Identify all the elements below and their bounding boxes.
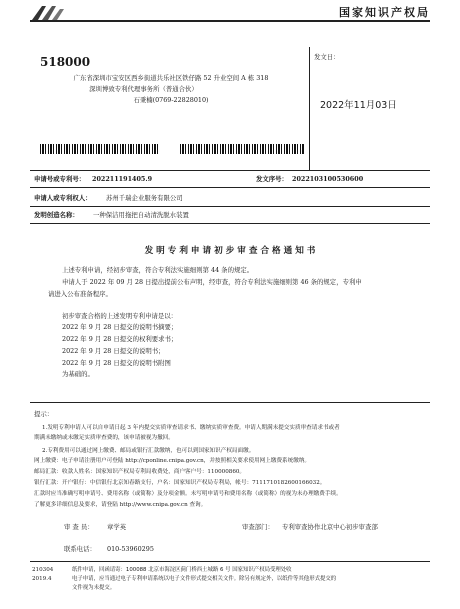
field-rule-3 xyxy=(30,206,430,207)
app-no-label: 申请号或专利号： xyxy=(34,175,86,183)
doc-no-value: 2022103100530600 xyxy=(292,175,364,183)
address-line-1: 广东省深圳市宝安区西乡街道共乐社区铁仔路 52 升业空间 A 栋 318 xyxy=(73,74,269,82)
applicant-value: 苏州千瑞企业服务有限公司 xyxy=(106,194,183,202)
tips-rule xyxy=(30,402,430,403)
title-value: 一种保洁用拖把自动清洗脱水装置 xyxy=(93,211,189,219)
field-rule-4 xyxy=(30,223,430,224)
tip-line: 汇款时应当准确写明申请号、费用名称（或简称）及分项金额。未写明申请号和费用名称（或简称）的视为未办理缴费手续。 xyxy=(34,491,342,497)
agency-title: 国家知识产权局 xyxy=(339,6,430,19)
footer-rule xyxy=(30,561,430,562)
dept-label: 审查部门： xyxy=(242,523,274,531)
tip-line: 了解更多详细信息及要求，请登陆 http://www.cnipa.gov.cn 查询。 xyxy=(34,502,207,508)
basis-item: 2022 年 9 月 28 日提交的权利要求书； xyxy=(62,335,178,343)
footer-line: 电子申请，应当通过电子专利申请系统以电子文件形式提交相关文件。除另有规定外，以纸件等其他形式提交的 xyxy=(72,576,337,582)
examiner-label: 审 查 员： xyxy=(64,523,94,531)
notice-heading: 发 明 专 利 申 请 初 步 审 查 合 格 通 知 书 xyxy=(144,246,316,256)
footer-code-1: 210304 xyxy=(32,567,54,573)
applicant-label: 申请人或专利权人： xyxy=(34,194,92,202)
send-date-box-border xyxy=(309,47,310,171)
field-rule-2 xyxy=(30,187,430,188)
tip-line: 银行汇款：开户银行：中信银行北京知春路支行，户名：国家知识产权局专利局，帐号：7111710182600166032。 xyxy=(34,480,326,486)
notice-para-1: 上述专利申请，经初步审查，符合专利法实施细则第 44 条的规定。 xyxy=(62,266,254,274)
barcode-left xyxy=(40,144,160,154)
phone-value: 010-53960295 xyxy=(107,545,154,553)
title-label: 发明创造名称： xyxy=(34,211,79,219)
notice-para-2-line-1: 申请人于 2022 年 09 月 28 日提出提前公布声明，经审查，符合专利法实施细则第 46 条的规定，专利申 xyxy=(62,278,362,286)
postcode: 518000 xyxy=(40,55,91,69)
address-line-3: 石秉楠(0769-22828010) xyxy=(133,96,209,104)
examiner-name: 章学英 xyxy=(107,523,127,531)
doc-no-label: 发文序号： xyxy=(256,175,288,183)
basis-item: 2022 年 9 月 28 日提交的说明书附图 xyxy=(62,359,171,367)
footer-code-2: 2019.4 xyxy=(32,576,52,582)
tip-line: 期满未缴纳或未缴足实质审查费的，该申请被视为撤回。 xyxy=(34,435,174,441)
tip-line: 2.专利费用可以通过网上缴费、邮局或银行汇款缴纳，也可以到国家知识产权局面缴。 xyxy=(42,448,255,454)
basis-end: 为基础的。 xyxy=(62,370,94,378)
app-no-value: 202211191405.9 xyxy=(92,175,153,183)
barcode-right xyxy=(180,144,305,154)
basis-item: 2022 年 9 月 28 日提交的说明书摘要； xyxy=(62,323,178,331)
footer-line: 文件视为未提交。 xyxy=(72,585,116,591)
send-date-label: 发文日： xyxy=(314,53,340,61)
dept-name: 专利审查协作北京中心初步审查部 xyxy=(282,523,378,531)
send-date-value: 2022年11月03日 xyxy=(320,100,397,111)
phone-label: 联系电话： xyxy=(64,545,96,553)
tip-line: 邮局汇款：收款人姓名：国家知识产权局专利局收费处，商户客户号：110000860。 xyxy=(34,469,246,475)
basis-intro: 初步审查合格的上述发明专利申请是以： xyxy=(62,312,178,320)
footer-line: 纸件申请，回函请寄：100088 北京市海淀区蓟门桥西土城路 6 号 国家知识产权局受理处收 xyxy=(72,567,292,573)
tip-line: 1.发明专利申请人可以自申请日起 3 年内提交实质审查请求书、缴纳实质审查费。申请人期满未提交实质审查请求书或者 xyxy=(42,425,340,431)
notice-para-2-line-2: 请进入公布准备程序。 xyxy=(48,290,112,298)
header-rule xyxy=(30,20,430,22)
tip-line: 网上缴费：电子申请注册用户可登陆 http://cponline.cnipa.gov.cn，并按照相关要求使用网上缴费系统缴纳。 xyxy=(34,458,311,464)
address-line-2: 深圳博致专利代理事务所（普通合伙） xyxy=(89,85,198,93)
tips-label: 提示： xyxy=(34,410,54,418)
field-rule-top xyxy=(30,170,430,171)
basis-item: 2022 年 9 月 28 日提交的说明书； xyxy=(62,347,165,355)
